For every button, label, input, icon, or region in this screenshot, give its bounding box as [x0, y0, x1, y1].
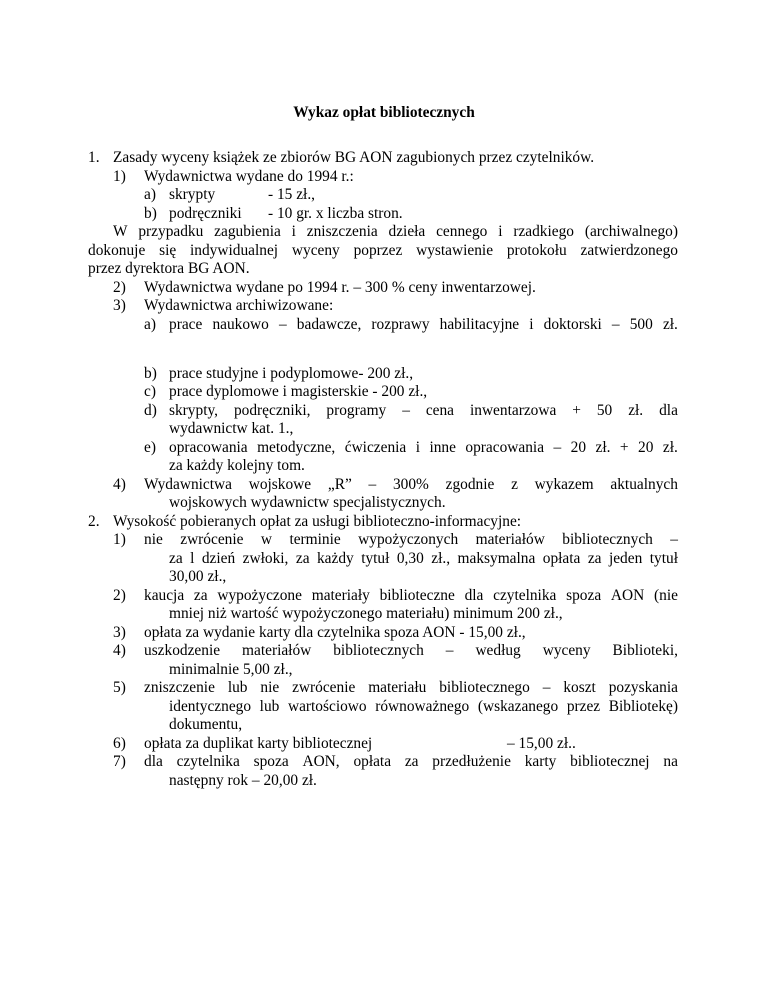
text-word: według [475, 642, 521, 659]
text-word: zł. [595, 439, 611, 456]
text-word: (nie [654, 587, 678, 604]
item-1-1-b-name: podręczniki [169, 205, 242, 222]
text-word: 20 [638, 439, 654, 456]
text-word: na [663, 753, 678, 770]
text-word: 50 [596, 402, 613, 419]
item-2-5-text [144, 679, 678, 697]
text-word: terminie [289, 531, 341, 548]
text-word: za [295, 550, 310, 567]
item-2-2-text [144, 587, 678, 605]
item-1-3-a-text [169, 316, 678, 334]
item-1-1-number: 1) [113, 168, 126, 185]
note-word: W [113, 223, 128, 240]
note-word: i [498, 223, 503, 240]
text-word: materiałów [242, 642, 312, 659]
text-word: ćwiczenia [344, 439, 407, 456]
text-word: materiałów [475, 531, 545, 548]
text-word: dla [144, 753, 163, 770]
item-2-4-number: 4) [113, 642, 126, 659]
text-word: cena [425, 402, 455, 419]
text-word: w [260, 531, 273, 548]
text-word: za [587, 550, 602, 567]
item-1-3-b-text: prace studyjne i podyplomowe- 200 zł., [169, 365, 414, 382]
text-word: – [445, 642, 454, 659]
text-word: prace [169, 316, 203, 333]
text-word: zwrócenie [180, 531, 244, 548]
item-1-4-number: 4) [113, 476, 126, 493]
item-1-3-d-text [169, 402, 678, 420]
text-word: wojskowe [248, 476, 312, 493]
text-word: pozyskania [608, 679, 678, 696]
section-2-number: 2. [88, 513, 100, 530]
text-word: aktualnych [610, 476, 678, 493]
item-1-1-b-letter: b) [144, 205, 157, 222]
text-word: bibliotecznego [439, 679, 530, 696]
note-word: dokonuje [88, 242, 146, 259]
text-word: naukowo [212, 316, 269, 333]
text-word: zł. [662, 439, 678, 456]
text-word: Wydawnictwa [144, 476, 232, 493]
item-1-3-number: 3) [113, 297, 126, 314]
text-word: opracowania [169, 439, 248, 456]
text-word: dla [464, 587, 484, 604]
note-word: i [291, 223, 296, 240]
note-word: cennego [436, 223, 488, 240]
text-word: rozprawy [371, 316, 430, 333]
section-1-number: 1. [88, 149, 100, 166]
text-word: programy [326, 402, 387, 419]
note-word: wyceny [291, 242, 340, 259]
item-1-4-continuation: wojskowych wydawnictw specjalistycznych. [169, 494, 446, 511]
text-word: podręczniki, [233, 402, 311, 419]
item-2-5-number: 5) [113, 679, 126, 696]
item-2-3-number: 3) [113, 624, 126, 641]
page-title: Wykaz opłat bibliotecznych [293, 104, 475, 121]
note-word: zatwierdzonego [580, 242, 678, 259]
text-word: tytuł [649, 550, 678, 567]
text-word: nie [260, 679, 280, 696]
text-word: AON [610, 587, 645, 604]
item-1-1-b-price: - 10 gr. x liczba stron. [268, 205, 403, 222]
note-word: protokołu [506, 242, 567, 259]
text-word: i [529, 316, 534, 333]
text-word: uszkodzenie [144, 642, 221, 659]
text-word: Biblioteki, [612, 642, 678, 659]
text-word: nie [144, 531, 163, 548]
text-word: jeden [608, 550, 643, 567]
text-word: dzień [201, 550, 236, 567]
section-1-heading: Zasady wyceny książek ze zbiorów BG AON zagubionych przez czytelników. [113, 149, 595, 166]
note-line-2 [88, 242, 678, 260]
item-1-3-e-continuation: za każdy kolejny tom. [169, 457, 305, 474]
text-word: równoważnego [375, 698, 470, 715]
item-2-6-price: – 15,00 zł.. [507, 735, 576, 752]
text-word: i [415, 439, 420, 456]
text-word: – [542, 679, 551, 696]
item-1-3-b-letter: b) [144, 365, 157, 382]
text-word: skrypty, [169, 402, 219, 419]
text-word: maksymalna [457, 550, 536, 567]
note-word: indywidualnej [190, 242, 279, 259]
item-1-3-d-letter: d) [144, 402, 157, 419]
text-word: inne [429, 439, 456, 456]
text-word: wyceny [542, 642, 591, 659]
note-line-3: przez dyrektora BG AON. [88, 260, 250, 277]
item-2-7-continuation: następny rok – 20,00 zł. [169, 772, 317, 789]
note-word: wystawienie [416, 242, 494, 259]
text-word: badawcze, [296, 316, 362, 333]
text-word: (wskazanego [477, 698, 559, 715]
text-word: l [190, 550, 195, 567]
text-word: – [278, 316, 287, 333]
text-word: „R” [327, 476, 352, 493]
text-word: 500 [629, 316, 653, 333]
text-word: materiały [311, 587, 370, 604]
note-line-1 [113, 223, 678, 241]
text-word: identycznego [169, 698, 252, 715]
item-1-3-c-letter: c) [144, 383, 156, 400]
item-2-5-continuation-2: dokumentu, [169, 716, 243, 733]
text-word: każdy [316, 550, 354, 567]
text-word: dla [659, 402, 678, 419]
text-word: 300% [392, 476, 429, 493]
item-2-7-text [144, 753, 678, 771]
note-word: zagubienia [214, 223, 281, 240]
item-1-3-e-letter: e) [144, 439, 156, 456]
text-word: doktorski [543, 316, 602, 333]
item-1-2-number: 2) [113, 279, 126, 296]
text-word: kaucja [144, 587, 185, 604]
item-1-1-a-name: skrypty [169, 186, 216, 203]
note-word: rzadkiego [513, 223, 574, 240]
item-2-1-continuation-1 [169, 550, 678, 568]
text-word: przez [566, 698, 601, 715]
text-word: – [368, 476, 377, 493]
text-word: lub [227, 679, 248, 696]
text-word: spoza [253, 753, 289, 770]
item-2-1-number: 1) [113, 531, 126, 548]
item-1-3-text: Wydawnictwa archiwizowane: [144, 297, 334, 314]
section-2-heading: Wysokość pobieranych opłat za usługi biblioteczno-informacyjne: [113, 513, 522, 530]
item-2-1-continuation-2: 30,00 zł., [169, 568, 227, 585]
note-word: (archiwalnego) [584, 223, 678, 240]
item-2-7-number: 7) [113, 753, 126, 770]
text-word: biblioteczne [379, 587, 455, 604]
text-word: zł. [628, 402, 644, 419]
item-2-4-text [144, 642, 678, 660]
item-2-5-continuation-1 [169, 698, 678, 716]
text-word: karty [524, 753, 557, 770]
text-word: zwrócenie [292, 679, 356, 696]
item-1-3-d-continuation: wydawnictw kat. 1., [169, 420, 294, 437]
text-word: inwentarzowa [469, 402, 557, 419]
text-word: zniszczenie [144, 679, 215, 696]
text-word: bibliotecznych [333, 642, 424, 659]
item-1-3-e-text [169, 439, 678, 457]
text-word: zł., [431, 550, 451, 567]
note-word: przypadku [138, 223, 204, 240]
text-word: bibliotecznej [570, 753, 650, 770]
item-2-1-text [144, 531, 678, 549]
text-word: Bibliotekę) [608, 698, 678, 715]
note-word: się [159, 242, 177, 259]
text-word: + [619, 439, 629, 456]
note-word: poprzez [353, 242, 403, 259]
item-1-1-text: Wydawnictwa wydane do 1994 r.: [144, 168, 354, 185]
text-word: wypożyczone [217, 587, 302, 604]
text-word: opracowania [465, 439, 545, 456]
text-word: habilitacyjne [439, 316, 520, 333]
note-word: zniszczenia [306, 223, 378, 240]
text-word: czytelnika [176, 753, 240, 770]
item-1-3-a-letter: a) [144, 316, 156, 333]
text-word: tytuł [361, 550, 390, 567]
text-word: lub [259, 698, 280, 715]
text-word: opłata [353, 753, 392, 770]
item-2-2-continuation: mniej niż wartość wypożyczonego materiału) minimum 200 zł., [169, 605, 563, 622]
text-word: metodyczne, [257, 439, 336, 456]
item-2-6-number: 6) [113, 735, 126, 752]
text-word: zł. [662, 316, 678, 333]
item-2-6-text: opłata za duplikat karty bibliotecznej [144, 735, 373, 752]
text-word: – [670, 531, 678, 548]
item-2-3-text: opłata za wydanie karty dla czytelnika spoza AON - 15,00 zł., [144, 624, 526, 641]
text-word: za [193, 587, 208, 604]
text-word: spoza [566, 587, 602, 604]
text-word: materiału [368, 679, 427, 696]
item-2-4-continuation: minimalnie 5,00 zł., [169, 661, 293, 678]
text-word: z [511, 476, 518, 493]
text-word: – [402, 402, 410, 419]
note-word: dzieła [388, 223, 426, 240]
item-2-2-number: 2) [113, 587, 126, 604]
text-word: bibliotecznych [562, 531, 653, 548]
text-word: zgodnie [445, 476, 495, 493]
text-word: wykazem [534, 476, 594, 493]
text-word: przedłużenie [432, 753, 511, 770]
text-word: AON, [302, 753, 340, 770]
text-word: za [404, 753, 419, 770]
text-word: + [572, 402, 581, 419]
text-word: za [169, 550, 183, 567]
item-1-4-text [144, 476, 678, 494]
text-word: wypożyczonych [358, 531, 459, 548]
text-word: 0,30 [396, 550, 424, 567]
text-word: koszt [563, 679, 596, 696]
text-word: czytelnika [493, 587, 557, 604]
text-word: – [611, 316, 620, 333]
text-word: opłata [542, 550, 581, 567]
item-1-2-text: Wydawnictwa wydane po 1994 r. – 300 % ceny inwentarzowej. [144, 279, 536, 296]
text-word: zwłoki, [242, 550, 289, 567]
item-1-3-c-text: prace dyplomowe i magisterskie - 200 zł., [169, 383, 428, 400]
text-word: wartościowo [287, 698, 367, 715]
text-word: – [553, 439, 562, 456]
item-1-1-a-letter: a) [144, 186, 156, 203]
item-1-1-a-price: - 15 zł., [268, 186, 316, 203]
text-word: 20 [570, 439, 587, 456]
